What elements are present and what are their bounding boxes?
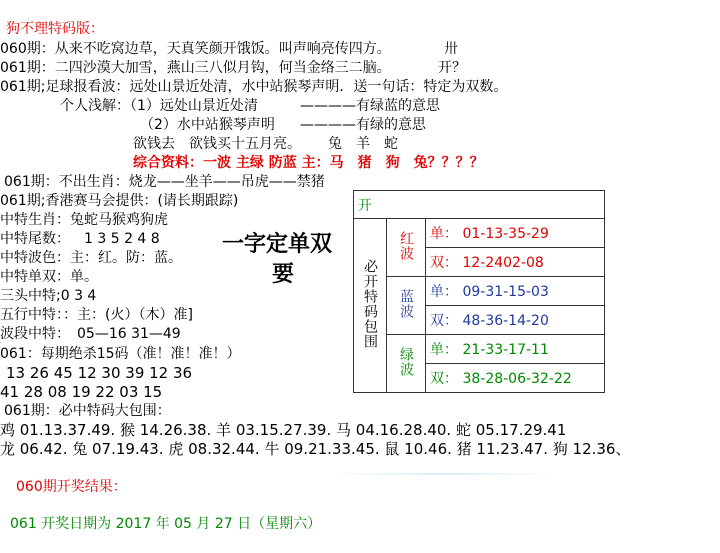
- box-row-green-even: [426, 364, 605, 393]
- result-title: 060期开奖结果：: [16, 479, 127, 495]
- row-numbers: 21-33-17-11: [462, 342, 549, 358]
- number-package-table: [353, 190, 605, 393]
- kill-numbers-1: 13 26 45 12 30 39 12 36: [6, 364, 193, 382]
- box-row-blue-odd: [426, 277, 605, 306]
- big-package-line-1: 鸡 01.13.37.49. 猴 14.26.38. 羊 03.15.27.39. 马 04.16.28.40. 蛇 05.17.29.41: [0, 421, 567, 439]
- box-row-blue-even: [426, 306, 605, 335]
- issue-060-riddle: 060期：从来不吃窝边草，天真笑颜开饿饭。叫声响亮传四方。: [0, 41, 391, 57]
- box-open-label: 开: [358, 197, 372, 214]
- wave-blue-label: 蓝波: [398, 288, 414, 319]
- zodiac-exclude: 061期：不出生肖：烧龙——坐羊——吊虎——禁猪: [4, 174, 325, 190]
- row-label: 单：: [430, 342, 458, 358]
- wave-green-cell: [387, 335, 426, 393]
- headline-line-1: 一字定单双: [222, 232, 333, 257]
- big-package-title: 061期：必中特码大包围：: [4, 403, 171, 419]
- row-label: 单：: [430, 284, 458, 300]
- issue-061-football: 061期;足球报看波：远处山景近处清，水中站猴琴声明．送一句话：特定为双数。: [0, 79, 508, 95]
- row-numbers: 38-28-06-32-22: [462, 371, 572, 387]
- range-segment: 波段中特： 05—16 31—49: [0, 326, 181, 342]
- divider-bar: [330, 473, 560, 475]
- money-riddle: 欲钱去 欲钱买十五月亮。: [133, 136, 301, 152]
- head-number: 三头中特;0 3 4: [0, 288, 97, 304]
- money-animals: 兔 羊 蛇: [328, 136, 398, 152]
- big-package-line-2: 龙 06.42. 兔 07.19.43. 虎 08.32.44. 牛 09.21.33.45. 鼠 10.46. 猪 11.23.47. 狗 12.36、: [0, 440, 631, 458]
- tail-number-values: 1 3 5 2 4 8: [84, 231, 160, 247]
- issue-061-riddle: 061期：二四沙漠大加雪，燕山三八似月钩，何当金络三二脑。: [0, 60, 391, 76]
- row-numbers: 12-2402-08: [462, 255, 544, 271]
- interpretation-2: （2）水中站猴琴声明: [140, 117, 275, 133]
- kill-numbers-2: 41 28 08 19 22 03 15: [0, 383, 163, 401]
- kill-numbers-title: 061：每期绝杀15码（准！准！准！）: [0, 346, 241, 362]
- wave-red-label: 红波: [398, 230, 414, 261]
- wave-color: 中特波色：主：红。防：蓝。: [0, 250, 182, 266]
- draw-date: 061 开奖日期为 2017 年 05 月 27 日（星期六）: [10, 516, 322, 532]
- interpretation-2-tail: ————有绿的意思: [300, 117, 426, 133]
- box-side-cell: [354, 219, 387, 393]
- row-numbers: 01-13-35-29: [462, 226, 549, 242]
- row-label: 双：: [430, 371, 458, 387]
- row-label: 单：: [430, 226, 458, 242]
- wave-green-label: 绿波: [398, 346, 414, 377]
- interpretation-1-tail: ————有绿蓝的意思: [300, 98, 440, 114]
- interpretation-1: 个人浅解：（1）远处山景近处清: [60, 98, 258, 114]
- hk-source: 061期;香港赛马会提供：(请长期跟踪): [0, 193, 239, 209]
- summary-line: 综合资料：一波 主绿 防蓝 主：马 猪 狗 兔？？？？: [133, 155, 484, 171]
- tail-number-label: 中特尾数：: [0, 231, 70, 247]
- box-row-red-odd: [426, 219, 605, 248]
- headline-line-2: 要: [272, 262, 295, 287]
- box-row-green-odd: [426, 335, 605, 364]
- five-elements: 五行中特：：主：(火）（木）准]: [0, 307, 193, 323]
- box-row-red-even: [426, 248, 605, 277]
- issue-061-riddle-end: 开？: [438, 60, 466, 76]
- wave-red-cell: [387, 219, 426, 277]
- wave-blue-cell: [387, 277, 426, 335]
- row-numbers: 48-36-14-20: [462, 313, 549, 329]
- box-open-cell: [354, 191, 605, 219]
- row-label: 双：: [430, 313, 458, 329]
- issue-060-riddle-end: 卅: [444, 41, 458, 57]
- row-label: 双：: [430, 255, 458, 271]
- odd-even: 中特单双：单。: [0, 269, 98, 285]
- page-title: 狗不理特码版：: [6, 21, 104, 37]
- zodiac-pick: 中特生肖：兔蛇马猴鸡狗虎: [0, 212, 168, 228]
- box-side-label: 必开特码包围: [362, 258, 378, 349]
- row-numbers: 09-31-15-03: [462, 284, 549, 300]
